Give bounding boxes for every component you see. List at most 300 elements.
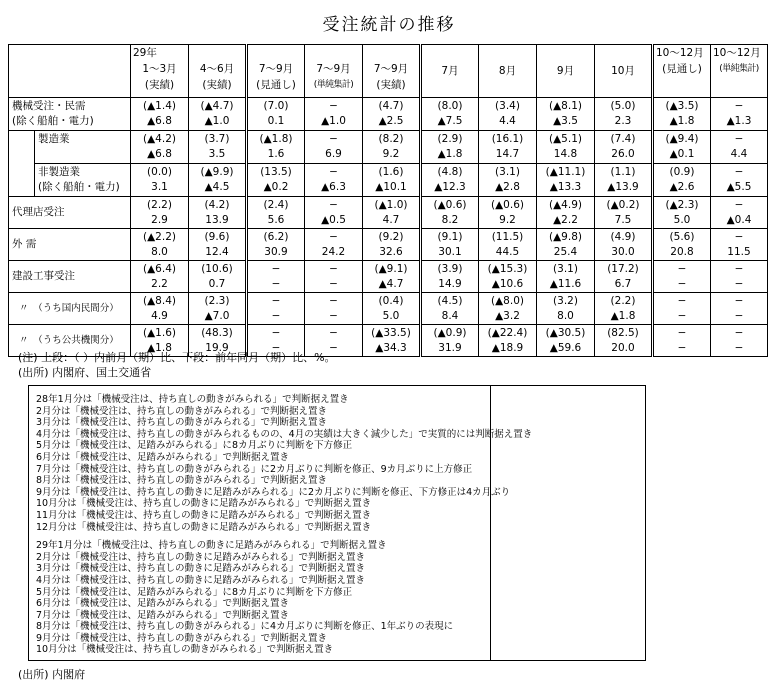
cell-mom-change: (▲0.9) [433, 326, 467, 339]
cell-yoy-change: ▲7.0 [204, 309, 230, 322]
cell-mom-change: (▲2.2) [143, 230, 176, 243]
cell-yoy-change: ▲2.8 [495, 181, 520, 193]
data-cell [131, 197, 189, 229]
table-row-machinery-orders-private [9, 98, 768, 131]
cell-yoy-change: ▲13.3 [549, 181, 582, 193]
header-label: 10～12月 [656, 47, 704, 59]
header-label: 7～9月 [316, 63, 351, 75]
data-cell [247, 197, 305, 229]
judgment-box [28, 385, 646, 661]
data-cell [711, 325, 768, 357]
cell-mom-change: (▲0.6) [491, 198, 524, 211]
judgment-lines [36, 394, 533, 656]
data-cell [537, 197, 595, 229]
cell-mom-change: (2.3) [204, 294, 230, 307]
cell-mom-change: (4.9) [610, 230, 636, 243]
cell-yoy-change: 2.9 [151, 213, 168, 226]
cell-mom-change: (7.4) [610, 133, 636, 145]
header-label: 29年 [133, 47, 157, 59]
header-cell-9 [653, 45, 711, 98]
cell-yoy-change: 3.5 [208, 148, 226, 160]
cell-mom-change: (82.5) [607, 326, 639, 339]
cell-yoy-change: ▲6.3 [321, 181, 346, 193]
data-cell [421, 261, 479, 293]
data-cell [653, 325, 711, 357]
data-cell [653, 131, 711, 164]
data-cell [305, 164, 363, 197]
cell-yoy-change: 24.2 [321, 245, 346, 258]
header-label: (見通し) [662, 63, 702, 75]
header-label: (単純集計) [313, 80, 354, 90]
data-cell [131, 261, 189, 293]
data-cell [363, 229, 421, 261]
data-cell [537, 98, 595, 131]
cell-yoy-change: 31.9 [438, 341, 462, 354]
cell-mom-change: (▲3.5) [665, 100, 699, 112]
cell-yoy-change: ▲11.6 [549, 277, 582, 290]
data-cell [653, 293, 711, 325]
judgment-line: 29年1月分は「機械受注は、持ち直しの動きに足踏みがみられる」で判断据え置き [36, 540, 387, 552]
header-cell-2 [247, 45, 305, 98]
data-cell [363, 261, 421, 293]
cell-yoy-change: − [734, 341, 744, 354]
header-cell-8 [595, 45, 653, 98]
corner-cell [9, 45, 131, 98]
row-label-line: (除く船舶・電力) [12, 115, 94, 127]
table-source-line: (出所) 内閣府、国土交通省 [18, 366, 152, 379]
row-label [9, 293, 131, 325]
cell-mom-change: − [734, 100, 744, 112]
data-cell [479, 293, 537, 325]
cell-mom-change: (▲6.4) [143, 262, 176, 275]
header-label [189, 45, 245, 61]
cell-yoy-change: ▲10.1 [375, 181, 407, 193]
data-cell [653, 261, 711, 293]
cell-yoy-change: − [329, 341, 338, 354]
judgment-line: 9月分は「機械受注は、持ち直しの動きに足踏みがみられる」に2カ月ぶりに判断を修正、下方修正は4カ月ぶり [36, 486, 511, 498]
data-cell [595, 293, 653, 325]
row-label-line: 機械受注・民需 [12, 100, 86, 112]
data-cell [363, 164, 421, 197]
cell-mom-change: (2.4) [263, 198, 289, 211]
header-label: (実績) [376, 79, 406, 91]
judgment-line: 4月分は「機械受注は、持ち直しの動きがみられるものの、4月の実績は大きく減少した」で実質的には判断据え置き [36, 428, 533, 440]
cell-mom-change: (5.0) [610, 100, 636, 112]
cell-yoy-change: ▲59.6 [549, 341, 582, 354]
data-cell [421, 197, 479, 229]
judgment-line: 8月分は「機械受注は、持ち直しの動きがみられる」で判断据え置き [36, 475, 328, 487]
data-cell [711, 164, 768, 197]
cell-mom-change: − [329, 262, 338, 275]
cell-yoy-change: ▲0.4 [726, 213, 752, 226]
cell-yoy-change: − [329, 277, 338, 290]
cell-yoy-change: ▲1.8 [437, 148, 463, 160]
cell-yoy-change: 26.0 [611, 148, 635, 160]
header-label: 7～9月 [373, 63, 409, 75]
cell-mom-change: (▲22.4) [487, 326, 528, 339]
cell-yoy-change: ▲3.2 [495, 309, 520, 322]
data-cell [537, 164, 595, 197]
cell-mom-change: (▲9.9) [200, 166, 234, 178]
header-label: (見通し) [256, 79, 296, 91]
data-cell [479, 325, 537, 357]
cell-mom-change: (3.4) [495, 100, 520, 112]
data-cell [363, 197, 421, 229]
orders-statistics-table [8, 44, 768, 357]
cell-yoy-change: 32.6 [379, 245, 403, 258]
cell-yoy-change: ▲2.5 [378, 115, 404, 127]
cell-yoy-change: 7.5 [614, 213, 632, 226]
cell-yoy-change: ▲4.5 [204, 181, 230, 193]
judgment-line: 28年1月分は「機械受注は、持ち直しの動きがみられる」で判断据え置き [36, 394, 349, 405]
judgment-line: 10月分は「機械受注は、持ち直しの動きがみられる」で判断据え置き [36, 644, 334, 656]
cell-yoy-change: ▲1.8 [669, 115, 695, 127]
cell-mom-change: (1.1) [610, 166, 636, 178]
data-cell [305, 229, 363, 261]
row-label-line: 建設工事受注 [12, 270, 75, 282]
cell-mom-change: (11.5) [491, 230, 524, 243]
cell-mom-change: (▲8.0) [491, 294, 524, 307]
cell-mom-change: − [329, 294, 338, 307]
table-row-non-manufacturing [9, 164, 768, 197]
cell-mom-change: (1.6) [378, 166, 404, 178]
cell-mom-change: − [271, 294, 281, 307]
header-label: 8月 [498, 65, 517, 77]
cell-mom-change: (▲4.7) [200, 100, 234, 112]
cell-mom-change: (▲4.2) [143, 133, 176, 145]
table-row-construction-domestic-private [9, 293, 768, 325]
cell-yoy-change: 3.1 [151, 181, 168, 193]
row-label [35, 164, 131, 197]
cell-yoy-change: ▲6.8 [147, 115, 172, 127]
data-cell [131, 131, 189, 164]
data-cell [247, 164, 305, 197]
cell-yoy-change: ▲0.2 [263, 181, 289, 193]
cell-mom-change: (▲9.8) [549, 230, 582, 243]
judgment-line: 2月分は「機械受注は、持ち直しの動きがみられる」で判断据え置き [36, 405, 328, 417]
table-row-external-demand [9, 229, 768, 261]
cell-yoy-change: 5.0 [382, 309, 400, 322]
row-label [9, 197, 131, 229]
data-cell [421, 325, 479, 357]
data-cell [479, 261, 537, 293]
cell-mom-change: − [271, 262, 281, 275]
data-cell [305, 131, 363, 164]
cell-mom-change: − [271, 326, 281, 339]
table-row-manufacturing [9, 131, 768, 164]
header-cell-6 [479, 45, 537, 98]
cell-mom-change: − [677, 294, 687, 307]
cell-mom-change: (9.1) [437, 230, 463, 243]
cell-mom-change: − [677, 326, 687, 339]
cell-mom-change: − [734, 262, 744, 275]
data-cell [421, 164, 479, 197]
judgment-line: 10月分は「機械受注は、持ち直しの動きに足踏みがみられる」で判断据え置き [36, 498, 372, 510]
cell-yoy-change: ▲4.7 [378, 277, 404, 290]
cell-yoy-change: 8.4 [441, 309, 459, 322]
data-cell [189, 164, 247, 197]
cell-yoy-change: ▲6.8 [147, 148, 172, 160]
cell-yoy-change: − [677, 309, 687, 322]
data-cell [247, 229, 305, 261]
header-cell-4 [363, 45, 421, 98]
cell-mom-change: (▲15.3) [487, 262, 528, 275]
cell-yoy-change: 25.4 [553, 245, 578, 258]
cell-mom-change: − [734, 294, 744, 307]
data-cell [711, 293, 768, 325]
cell-mom-change: − [329, 133, 338, 145]
header-cell-1 [189, 45, 247, 98]
note-line: (注) 上段：（ ）内前月（期）比、下段：前年同月（期）比、%。 [18, 351, 336, 364]
cell-yoy-change: − [271, 341, 281, 354]
indent-strip [9, 131, 35, 197]
data-cell [363, 325, 421, 357]
cell-mom-change: (▲30.5) [545, 326, 586, 339]
judgment-line: 6月分は「機械受注は、足踏みがみられる」で判断据え置き [36, 451, 290, 463]
cell-mom-change: (13.5) [260, 166, 292, 178]
cell-yoy-change: 0.1 [267, 115, 285, 127]
cell-yoy-change: 14.7 [495, 148, 520, 160]
header-label [248, 45, 304, 61]
cell-yoy-change: 4.4 [730, 148, 748, 160]
row-label-line: 製造業 [38, 133, 70, 145]
data-cell [421, 293, 479, 325]
cell-mom-change: (3.2) [553, 294, 578, 307]
cell-mom-change: (0.9) [669, 166, 695, 178]
header-label: 1～3月 [142, 63, 177, 75]
data-cell [247, 261, 305, 293]
cell-mom-change: (3.9) [437, 262, 463, 275]
cell-yoy-change: 6.9 [325, 148, 342, 160]
data-cell [479, 98, 537, 131]
judgment-line: 5月分は「機械受注は、足踏みがみられる」に8カ月ぶりに判断を下方修正 [36, 440, 353, 452]
cell-mom-change: (9.6) [204, 230, 230, 243]
row-label-line: 代理店受注 [12, 206, 65, 218]
table-row-agency-orders [9, 197, 768, 229]
cell-mom-change: (3.7) [204, 133, 230, 145]
judgment-line: 5月分は「機械受注は、足踏みがみられる」に8カ月ぶりに判断を下方修正 [36, 586, 353, 598]
cell-mom-change: (▲1.4) [143, 100, 176, 112]
row-label-line: (除く船舶・電力) [38, 181, 120, 193]
row-label [9, 229, 131, 261]
cell-mom-change: (17.2) [607, 262, 639, 275]
cell-yoy-change: − [734, 277, 744, 290]
cell-yoy-change: ▲12.3 [434, 181, 466, 193]
header-label [363, 45, 419, 61]
data-cell [653, 229, 711, 261]
cell-mom-change: (16.1) [491, 133, 524, 145]
header-label: (実績) [202, 79, 232, 91]
header-cell-0 [131, 45, 189, 98]
header-label: 7～9月 [258, 63, 294, 75]
cell-mom-change: (▲1.6) [143, 326, 176, 339]
judgment-line: 3月分は「機械受注は、持ち直しの動きに足踏みがみられる」で判断据え置き [36, 563, 366, 575]
data-cell [305, 197, 363, 229]
cell-yoy-change: 5.0 [673, 213, 691, 226]
cell-yoy-change: − [677, 341, 687, 354]
data-cell [247, 98, 305, 131]
cell-yoy-change: − [271, 277, 281, 290]
cell-mom-change: (▲33.5) [371, 326, 411, 339]
cell-yoy-change: ▲10.6 [491, 277, 524, 290]
cell-yoy-change: 5.6 [267, 213, 285, 226]
cell-mom-change: (▲1.0) [374, 198, 408, 211]
cell-mom-change: (▲8.1) [549, 100, 582, 112]
cell-mom-change: (5.6) [669, 230, 695, 243]
cell-yoy-change: − [271, 309, 281, 322]
cell-yoy-change: 20.0 [611, 341, 635, 354]
data-cell [189, 131, 247, 164]
header-label: (単純集計) [719, 64, 759, 74]
cell-yoy-change: ▲7.5 [437, 115, 463, 127]
row-label-line: 外 需 [12, 238, 37, 250]
cell-yoy-change: 6.7 [614, 277, 632, 290]
cell-mom-change: (▲11.1) [545, 166, 586, 178]
row-label-line: 〃 （うち公共機関分） [19, 335, 119, 346]
table-body [9, 98, 768, 357]
cell-mom-change: (9.2) [378, 230, 404, 243]
cell-yoy-change: ▲0.5 [321, 213, 346, 226]
data-cell [479, 164, 537, 197]
cell-mom-change: − [734, 198, 744, 211]
cell-mom-change: (▲4.9) [549, 198, 582, 211]
cell-yoy-change: ▲1.0 [321, 115, 346, 127]
cell-mom-change: (0.4) [378, 294, 404, 307]
cell-yoy-change: 8.2 [441, 213, 459, 226]
data-cell [537, 229, 595, 261]
cell-yoy-change: − [734, 309, 744, 322]
data-cell [421, 131, 479, 164]
row-label [9, 98, 131, 131]
cell-yoy-change: 0.7 [208, 277, 226, 290]
cell-yoy-change: ▲1.8 [147, 341, 172, 354]
data-cell [189, 98, 247, 131]
data-cell [595, 261, 653, 293]
data-cell [537, 131, 595, 164]
judgment-line: 3月分は「機械受注は、持ち直しの動きがみられる」で判断据え置き [36, 417, 328, 429]
cell-yoy-change: − [677, 277, 687, 290]
data-cell [363, 131, 421, 164]
judgment-box-divider [490, 386, 491, 660]
cell-yoy-change: 14.9 [438, 277, 462, 290]
cell-yoy-change: 2.3 [614, 115, 632, 127]
cell-mom-change: − [734, 166, 744, 178]
row-label-line: 〃 （うち国内民間分） [19, 303, 119, 314]
header-cell-3 [305, 45, 363, 98]
cell-yoy-change: 19.9 [205, 341, 229, 354]
data-cell [595, 229, 653, 261]
cell-yoy-change: ▲1.0 [204, 115, 230, 127]
cell-yoy-change: 4.4 [499, 115, 516, 127]
cell-yoy-change: 30.0 [611, 245, 635, 258]
cell-mom-change: (4.2) [204, 198, 230, 211]
header-row [9, 45, 768, 98]
cell-mom-change: (3.1) [553, 262, 578, 275]
cell-yoy-change: 11.5 [727, 245, 751, 258]
row-label [9, 261, 131, 293]
data-cell [537, 325, 595, 357]
judgment-line: 6月分は「機械受注は、足踏みがみられる」で判断据え置き [36, 598, 290, 610]
header-label: 10～12月 [713, 47, 761, 59]
cell-yoy-change: ▲3.5 [553, 115, 578, 127]
header-label: 10月 [611, 65, 635, 77]
judgment-line: 7月分は「機械受注は、持ち直しの動きがみられる」に2カ月ぶりに判断を修正、9カ月ぶりに上方修正 [36, 463, 473, 475]
cell-mom-change: (10.6) [201, 262, 233, 275]
page-title: 受注統計の推移 [322, 15, 456, 35]
cell-mom-change: (▲9.1) [374, 262, 408, 275]
cell-mom-change: (8.0) [437, 100, 463, 112]
data-cell [595, 325, 653, 357]
data-cell [595, 164, 653, 197]
cell-mom-change: (0.0) [147, 166, 172, 178]
cell-yoy-change: − [329, 309, 338, 322]
header-cell-7 [537, 45, 595, 98]
header-label: 7月 [441, 65, 459, 77]
header-label: 4～6月 [199, 63, 235, 75]
cell-yoy-change: 1.6 [267, 148, 285, 160]
data-cell [711, 261, 768, 293]
data-cell [363, 293, 421, 325]
row-label-line: 非製造業 [38, 166, 80, 178]
data-cell [305, 98, 363, 131]
cell-mom-change: − [329, 230, 338, 243]
data-cell [653, 98, 711, 131]
data-cell [421, 229, 479, 261]
cell-mom-change: (▲2.3) [665, 198, 699, 211]
data-cell [711, 131, 768, 164]
cell-mom-change: (4.8) [437, 166, 463, 178]
data-cell [537, 261, 595, 293]
header-label: 9月 [556, 65, 575, 77]
cell-yoy-change: 9.2 [499, 213, 516, 226]
data-cell [479, 229, 537, 261]
data-cell [305, 293, 363, 325]
table-header [9, 45, 768, 98]
cell-yoy-change: 8.0 [557, 309, 574, 322]
cell-yoy-change: 4.9 [151, 309, 168, 322]
cell-yoy-change: 8.0 [151, 245, 168, 258]
table-row-construction-orders [9, 261, 768, 293]
judgment-line: 11月分は「機械受注は、持ち直しの動きに足踏みがみられる」で判断据え置き [36, 509, 372, 521]
data-cell [305, 261, 363, 293]
cell-mom-change: (2.2) [147, 198, 172, 211]
judgment-line: 12月分は「機械受注は、持ち直しの動きに足踏みがみられる」で判断据え置き [36, 521, 372, 533]
cell-mom-change: − [329, 198, 338, 211]
cell-mom-change: − [734, 326, 744, 339]
cell-mom-change: (▲5.1) [549, 133, 582, 145]
cell-mom-change: (2.9) [437, 133, 463, 145]
data-cell [189, 229, 247, 261]
judgment-line: 7月分は「機械受注は、足踏みがみられる」で判断据え置き [36, 609, 290, 621]
header-cell-5 [421, 45, 479, 98]
data-cell [421, 98, 479, 131]
cell-yoy-change: ▲0.1 [669, 148, 695, 160]
header-label: (実績) [144, 79, 175, 91]
data-cell [247, 293, 305, 325]
cell-yoy-change: 30.1 [438, 245, 462, 258]
data-cell [131, 293, 189, 325]
cell-yoy-change: 4.7 [382, 213, 400, 226]
cell-mom-change: (▲0.2) [606, 198, 640, 211]
cell-mom-change: − [677, 262, 687, 275]
cell-yoy-change: 12.4 [205, 245, 229, 258]
header-cell-10 [711, 45, 768, 98]
row-label [35, 131, 131, 164]
judgment-line: 2月分は「機械受注は、持ち直しの動きに足踏みがみられる」で判断据え置き [36, 551, 366, 563]
cell-yoy-change: ▲2.6 [669, 181, 695, 193]
data-cell [479, 197, 537, 229]
cell-mom-change: (▲8.4) [143, 294, 176, 307]
